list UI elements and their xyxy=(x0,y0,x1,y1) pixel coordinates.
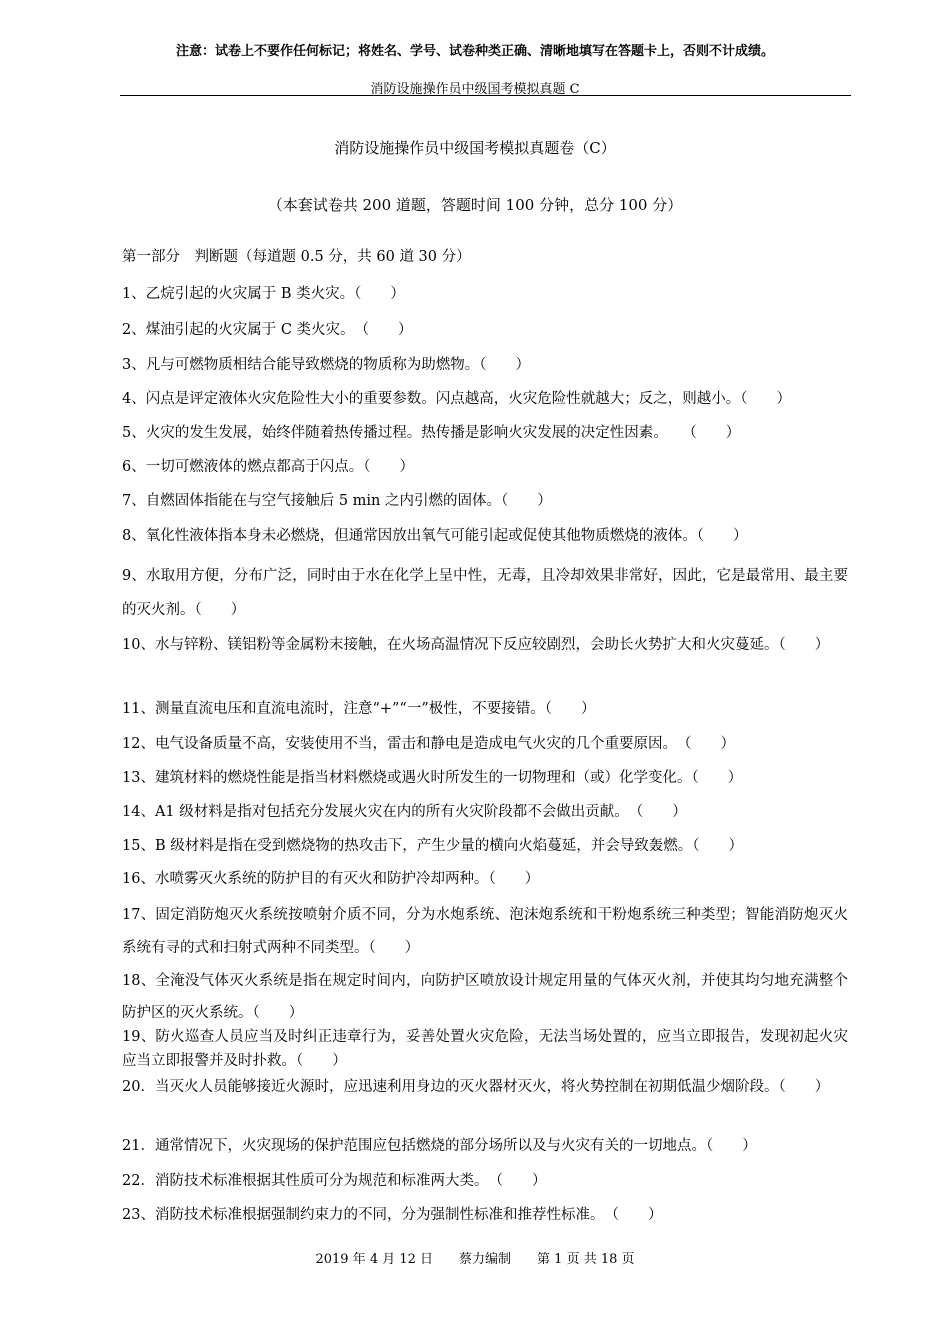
header-divider xyxy=(120,95,851,96)
document-title: 消防设施操作员中级国考模拟真题卷（C） xyxy=(334,139,616,157)
question-item: 14、A1 级材料是指对包括充分发展火灾在内的所有火灾阶段都不会做出贡献。 （ ） xyxy=(122,804,687,820)
running-header: 消防设施操作员中级国考模拟真题 C xyxy=(370,82,580,97)
question-item: 10、水与锌粉、镁铝粉等金属粉末接触，在火场高温情况下反应较剧烈，会助长火势扩大和火灾蔓延。（ ） xyxy=(122,637,830,653)
document-subtitle: （本套试卷共 200 道题，答题时间 100 分钟，总分 100 分） xyxy=(267,196,683,214)
question-item: 6、一切可燃液体的燃点都高于闪点。（ ） xyxy=(122,459,414,475)
question-item: 9、水取用方便，分布广泛，同时由于水在化学上呈中性，无毒，且冷却效果非常好，因此，它是最常用、最主要的灭火剂。（ ） xyxy=(122,568,848,618)
question-item: 2、煤油引起的火灾属于 C 类火灾。 （ ） xyxy=(122,322,413,338)
question-item: 11、测量直流电压和直流电流时，注意“+”“一”极性，不要接错。（ ） xyxy=(122,701,596,717)
section-heading: 第一部分 判断题（每道题 0.5 分，共 60 道 30 分） xyxy=(122,249,471,265)
question-item: 22．消防技术标准根据其性质可分为规范和标准两大类。 （ ） xyxy=(122,1173,547,1189)
question-item: 18、全淹没气体灭火系统是指在规定时间内，向防护区喷放设计规定用量的气体灭火剂，并使其均匀地充满整个防护区的灭火系统。（ ） xyxy=(122,973,848,1021)
question-item: 23、消防技术标准根据强制约束力的不同，分为强制性标准和推荐性标准。 （ ） xyxy=(122,1207,663,1223)
question-item: 1、乙烷引起的火灾属于 B 类火灾。（ ） xyxy=(122,286,405,302)
question-item: 19、防火巡查人员应当及时纠正违章行为，妥善处置火灾危险，无法当场处置的，应当立即报告，发现初起火灾应当立即报警并及时扑救。（ ） xyxy=(122,1029,848,1069)
exam-notice: 注意：试卷上不要作任何标记；将姓名、学号、试卷种类正确、清晰地填写在答题卡上，否则不计成绩。 xyxy=(175,44,774,59)
question-item: 8、氧化性液体指本身未必燃烧，但通常因放出氧气可能引起或促使其他物质燃烧的液体。（ ） xyxy=(122,528,748,544)
question-item: 12、电气设备质量不高，安装使用不当，雷击和静电是造成电气火灾的几个重要原因。 （ ） xyxy=(122,736,735,752)
question-item: 15、B 级材料是指在受到燃烧物的热攻击下，产生少量的横向火焰蔓延，并会导致轰燃。（ ） xyxy=(122,838,743,854)
question-item: 13、建筑材料的燃烧性能是指当材料燃烧或遇火时所发生的一切物理和（或）化学变化。（ ） xyxy=(122,770,743,786)
question-item: 3、凡与可燃物质相结合能导致燃烧的物质称为助燃物。（ ） xyxy=(122,357,530,373)
question-item: 16、水喷雾灭火系统的防护目的有灭火和防护冷却两种。（ ） xyxy=(122,871,540,887)
question-item: 20．当灭火人员能够接近火源时，应迅速利用身边的灭火器材灭火，将火势控制在初期低温少烟阶段。（ ） xyxy=(122,1079,830,1095)
question-item: 7、自燃固体指能在与空气接触后 5 min 之内引燃的固体。（ ） xyxy=(122,493,552,509)
question-item: 17、固定消防炮灭火系统按喷射介质不同，分为水炮系统、泡沫炮系统和干粉炮系统三种类型；智能消防炮灭火系统有寻的式和扫射式两种不同类型。（ ） xyxy=(122,907,848,956)
question-item: 4、闪点是评定液体火灾危险性大小的重要参数。闪点越高，火灾危险性就越大；反之，则越小。（ ） xyxy=(122,391,791,407)
question-item: 21．通常情况下，火灾现场的保护范围应包括燃烧的部分场所以及与火灾有关的一切地点。（ ） xyxy=(122,1138,757,1154)
page-footer: 2019 年 4 月 12 日 蔡力编制 第 1 页 共 18 页 xyxy=(315,1252,635,1267)
question-item: 5、火灾的发生发展，始终伴随着热传播过程。热传播是影响火灾发展的决定性因素。 （ ） xyxy=(122,425,741,441)
